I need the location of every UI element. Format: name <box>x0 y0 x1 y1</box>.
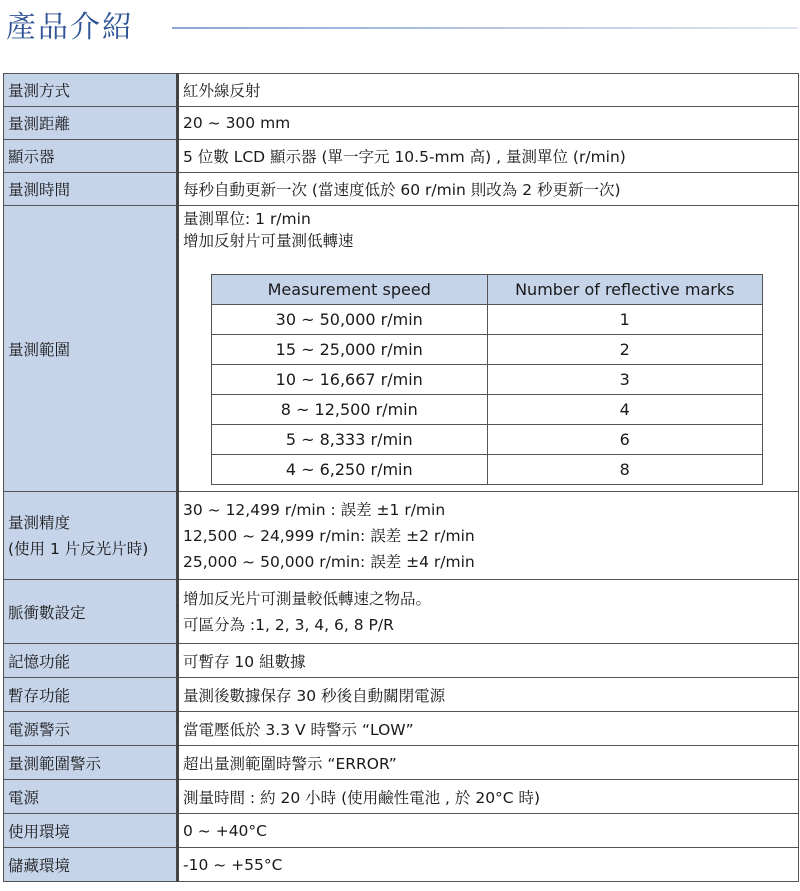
range-unit-text: 量測單位: 1 r/min <box>183 210 311 228</box>
row-label: 電源 <box>4 780 178 814</box>
row-value: 紅外線反射 <box>178 74 799 107</box>
speed-cell: 4 ~ 6,250 r/min <box>212 455 488 485</box>
header-measurement-speed: Measurement speed <box>212 275 488 305</box>
row-value <box>178 206 799 492</box>
row-value <box>178 492 799 580</box>
reflective-marks-table <box>211 274 763 485</box>
speed-cell: 8 ~ 12,500 r/min <box>212 395 488 425</box>
range-note-text: 增加反射片可量測低轉速 <box>183 232 354 250</box>
row-value: 量測後數據保存 30 秒後自動關閉電源 <box>178 678 799 712</box>
row-label: 記憶功能 <box>4 644 178 678</box>
header-reflective-marks: Number of reflective marks <box>487 275 763 305</box>
spec-row-time <box>4 173 799 206</box>
row-value: 測量時間 : 約 20 小時 (使用鹼性電池 , 於 20°C 時) <box>178 780 799 814</box>
pulse-line: 增加反光片可測量較低轉速之物品。 <box>183 589 432 608</box>
spec-row-overrange-warning <box>4 746 799 780</box>
accuracy-line: 25,000 ~ 50,000 r/min: 誤差 ±4 r/min <box>183 552 475 571</box>
subtable-row <box>212 455 763 485</box>
marks-cell: 6 <box>487 425 763 455</box>
subtable-row <box>212 425 763 455</box>
row-label: 量測時間 <box>4 173 178 206</box>
row-value: 0 ~ +40°C <box>178 814 799 848</box>
speed-cell: 10 ~ 16,667 r/min <box>212 365 488 395</box>
subtable-row <box>212 335 763 365</box>
accuracy-line: 12,500 ~ 24,999 r/min: 誤差 ±2 r/min <box>183 526 475 545</box>
marks-cell: 1 <box>487 305 763 335</box>
row-label <box>4 492 178 580</box>
spec-row-range <box>4 206 799 492</box>
row-label: 量測範圍 <box>4 206 178 492</box>
speed-cell: 15 ~ 25,000 r/min <box>212 335 488 365</box>
row-value: 5 位數 LCD 顯示器 (單一字元 10.5-mm 高) , 量測單位 (r/min) <box>178 140 799 173</box>
spec-row-power <box>4 780 799 814</box>
row-label: 量測距離 <box>4 107 178 140</box>
spec-row-method <box>4 74 799 107</box>
spec-row-pulse <box>4 580 799 644</box>
row-label: 脈衝數設定 <box>4 580 178 644</box>
row-label: 量測範圍警示 <box>4 746 178 780</box>
row-value: 超出量測範圍時警示 “ERROR” <box>178 746 799 780</box>
row-label: 儲藏環境 <box>4 848 178 882</box>
title-divider <box>172 27 798 29</box>
page-title: 產品介紹 <box>6 10 134 45</box>
row-value <box>178 580 799 644</box>
speed-cell: 30 ~ 50,000 r/min <box>212 305 488 335</box>
marks-cell: 3 <box>487 365 763 395</box>
row-value: 每秒自動更新一次 (當速度低於 60 r/min 則改為 2 秒更新一次) <box>178 173 799 206</box>
row-value: 可暫存 10 組數據 <box>178 644 799 678</box>
row-label: 暫存功能 <box>4 678 178 712</box>
marks-cell: 8 <box>487 455 763 485</box>
row-label: 電源警示 <box>4 712 178 746</box>
spec-row-memory <box>4 644 799 678</box>
page-header <box>0 0 800 70</box>
spec-row-operating-env <box>4 814 799 848</box>
spec-row-display <box>4 140 799 173</box>
subtable-row <box>212 365 763 395</box>
spec-table <box>3 73 799 882</box>
marks-cell: 2 <box>487 335 763 365</box>
accuracy-line: 30 ~ 12,499 r/min : 誤差 ±1 r/min <box>183 500 446 519</box>
subtable-header-row <box>212 275 763 305</box>
subtable-row <box>212 395 763 425</box>
pulse-line: 可區分為 :1, 2, 3, 4, 6, 8 P/R <box>183 615 394 634</box>
accuracy-label: 量測精度 <box>8 513 71 532</box>
row-label: 量測方式 <box>4 74 178 107</box>
row-label: 顯示器 <box>4 140 178 173</box>
row-label: 使用環境 <box>4 814 178 848</box>
row-value: -10 ~ +55°C <box>178 848 799 882</box>
spec-row-hold <box>4 678 799 712</box>
spec-row-accuracy <box>4 492 799 580</box>
spec-row-battery-warning <box>4 712 799 746</box>
subtable-row <box>212 305 763 335</box>
accuracy-sublabel: (使用 1 片反光片時) <box>8 539 149 558</box>
marks-cell: 4 <box>487 395 763 425</box>
speed-cell: 5 ~ 8,333 r/min <box>212 425 488 455</box>
spec-row-storage-env <box>4 848 799 882</box>
row-value: 20 ~ 300 mm <box>178 107 799 140</box>
row-value: 當電壓低於 3.3 V 時警示 “LOW” <box>178 712 799 746</box>
spec-row-distance <box>4 107 799 140</box>
